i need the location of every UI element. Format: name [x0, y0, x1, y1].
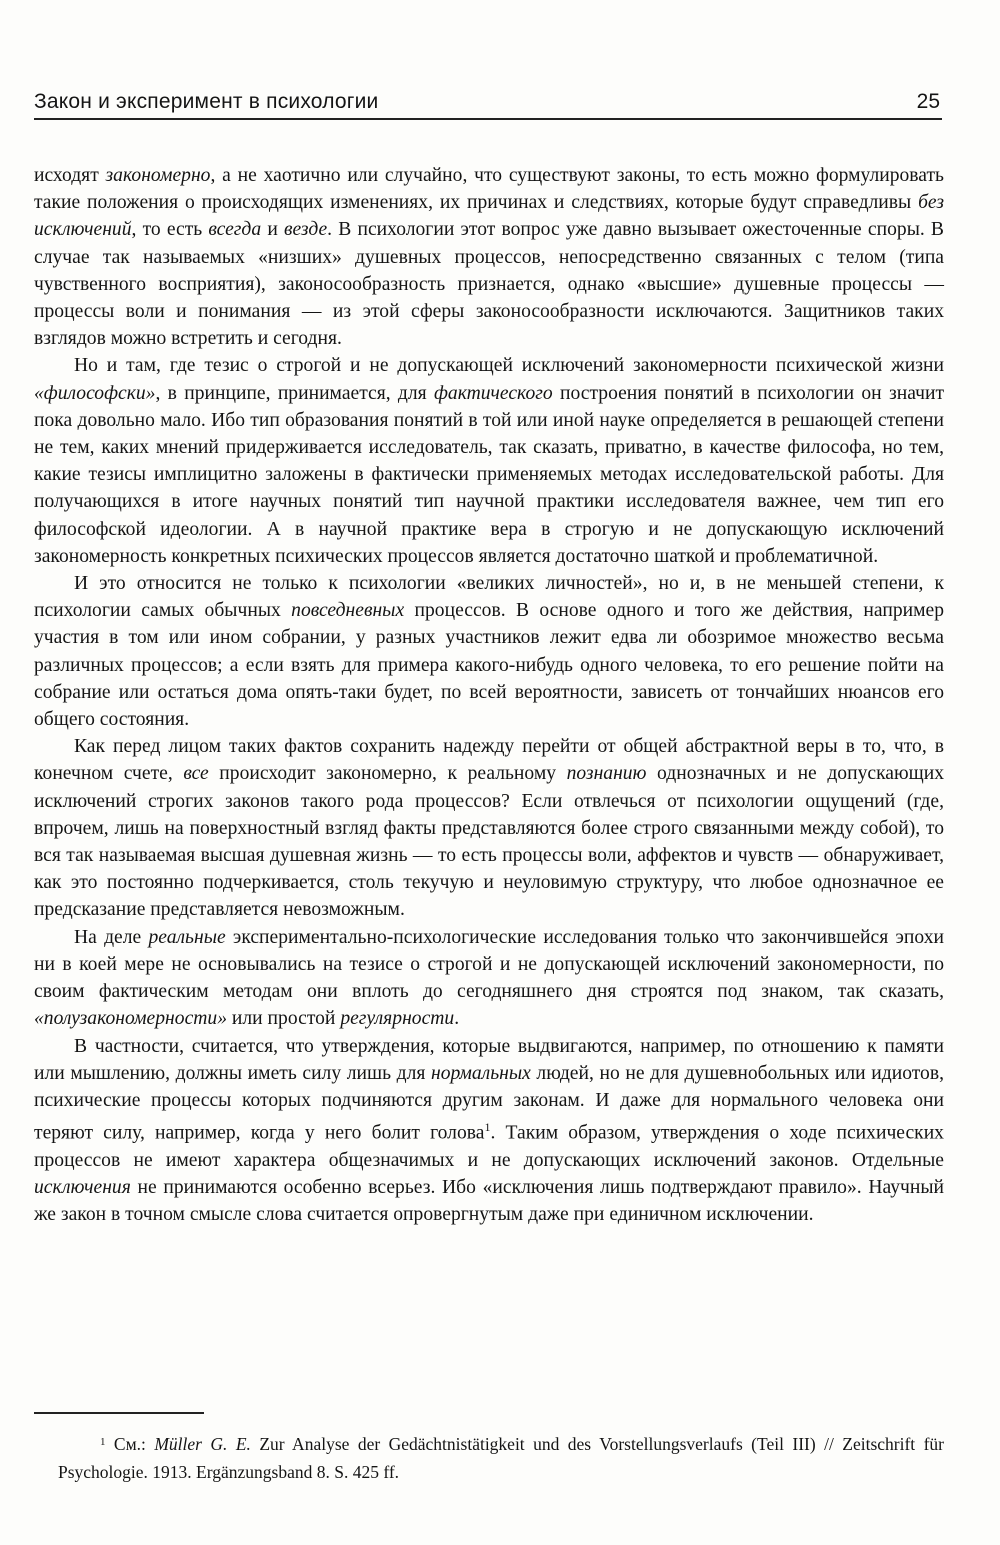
text-run: или простой	[227, 1008, 341, 1030]
italic-run: «полузакономерности»	[34, 1008, 228, 1030]
running-title: Закон и эксперимент в психологии	[34, 90, 379, 113]
text-run: происходит закономерно, к реальному	[208, 763, 567, 785]
italic-run: реальные	[148, 926, 226, 948]
paragraph-2	[34, 352, 944, 570]
italic-run: без исключений	[34, 192, 944, 241]
text-run: , то есть	[131, 219, 209, 241]
text-run: построения понятий в психологии он значит пока довольно мало. Ибо тип образования понятий в той или иной науке определяется в решающей степени не тем, каких мнений придерживается исследователь, так сказать, приватно, в качестве философа, но тем, какие тезисы имплицитно заложены в фактически применяемых методах исследовательской работы. Для получающихся в итоге научных понятий тип научной практики исследователя важнее, чем тип его философской идеологии. А в научной практике вера в строгую и не допускающую исключений закономерность конкретных психических процессов является достаточно шаткой и проблематичной.	[34, 382, 945, 567]
italic-run: регулярности	[340, 1008, 455, 1030]
text-run: , в принципе, принимается, для	[155, 382, 434, 404]
italic-run: нормальных	[431, 1062, 531, 1084]
italic-run: везде	[283, 219, 328, 241]
footnote	[58, 1428, 944, 1486]
text-run: На деле	[74, 926, 149, 948]
paragraph-1	[34, 162, 944, 352]
paragraph-5	[34, 924, 944, 1033]
footnote-prefix: См.:	[105, 1434, 155, 1454]
text-run: . В психологии этот вопрос уже давно вызывает ожесточенные споры. В случае так называемых «низших» душевных процессов, непосредственно связанных с телом (типа чувственного восприятия), законосообразность признается, однако «высшие» душевные процессы — процессы воли и понимания — из этой сферы законосообразности исключаются. Защитников таких взглядов можно встретить и сегодня.	[34, 219, 944, 350]
text-run: , а не хаотично или случайно, что существуют законы, то есть можно формулировать такие положения о происходящих изменениях, их причинах и следствиях, которые будут справедливы	[34, 165, 944, 214]
footnote-text: Zur Analyse der Gedächtnistätigkeit und des Vorstellungsverlaufs (Teil III) // Zeitschrift für Psychologie. 1913. Ergänzungsband 8. S. 425 ff.	[58, 1434, 944, 1482]
italic-run: «философски»	[34, 382, 156, 404]
running-header	[34, 88, 942, 120]
footnote-separator	[34, 1412, 204, 1414]
italic-run: всегда	[208, 219, 262, 241]
text-run: не принимаются особенно всерьез. Ибо «исключения лишь подтверждают правило». Научный же закон в точном смысле слова считается опровергнутым даже при единичном исключении.	[34, 1177, 944, 1226]
text-run: В частности, считается, что утверждения, которые выдвигаются, например, по отношению к памяти или мышлению, должны иметь силу лишь для	[34, 1035, 944, 1084]
footnote-reference[interactable]: 1	[484, 1120, 491, 1135]
text-run: процессов. В основе одного и того же действия, например участия в том или ином собрании, у разных участников лежит едва ли обозримое множество весьма различных процессов; а если взять для примера какого-нибудь одного человека, то его решение пойти на собрание или остаться дома опять-таки будет, по всей вероятности, зависеть от тончайших нюансов его общего состояния.	[34, 600, 944, 731]
italic-run: познанию	[566, 763, 647, 785]
page-number: 25	[916, 90, 940, 113]
text-run: Но и там, где тезис о строгой и не допускающей исключений закономерности психической жизни	[74, 355, 944, 377]
italic-run: исключения	[34, 1177, 131, 1199]
paragraph-3	[34, 570, 944, 733]
footnote-mark: 1	[100, 1436, 106, 1448]
italic-run: повседневных	[291, 600, 405, 622]
italic-run: фактического	[434, 382, 553, 404]
text-run: . Таким образом, утверждения о ходе психических процессов не имеют характера общезначимых и не допускающих исключений законов. Отдельные	[34, 1122, 944, 1171]
italic-run: закономерно	[105, 165, 211, 186]
text-run: .	[454, 1008, 460, 1030]
text-run: и	[261, 219, 284, 241]
text-run: исходят	[34, 165, 106, 186]
text-run: людей, но не для душевнобольных или идиотов, психические процессы которых подчиняются другим законам. И даже для нормального человека они теряют силу, например, когда у него болит голова	[34, 1062, 945, 1144]
text-run: экспериментально-психологические исследования только что закончившейся эпохи ни в коей мере не основывались на тезисе о строгой и не допускающей исключений закономерности, по своим фактическим методам они вплоть до сегодняшнего дня строятся под знаком, так сказать,	[34, 926, 944, 1003]
text-run: И это относится не только к психологии «великих личностей», но и, в не меньшей степени, к психологии самых обычных	[34, 573, 944, 622]
paragraph-4	[34, 733, 944, 923]
text-run: однозначных и не допускающих исключений строгих законов такого рода процессов? Если отвлечься от психологии ощущений (где, впрочем, лишь на поверхностный взгляд факты представляются более строго связанными между собой), то вся так называемая высшая душевная жизнь — то есть процессы воли, аффектов и чувств — обнаруживает, как это постоянно подчеркивается, столь текучую и неуловимую структуру, что любое однозначное ее предсказание представляется невозможным.	[34, 763, 944, 921]
text-run: Как перед лицом таких фактов сохранить надежду перейти от общей абстрактной веры в то, что, в конечном счете,	[34, 736, 944, 785]
main-text	[34, 162, 944, 1228]
italic-run: все	[183, 763, 209, 785]
footnote-author: Müller G. E.	[154, 1434, 251, 1454]
paragraph-6	[34, 1033, 944, 1229]
